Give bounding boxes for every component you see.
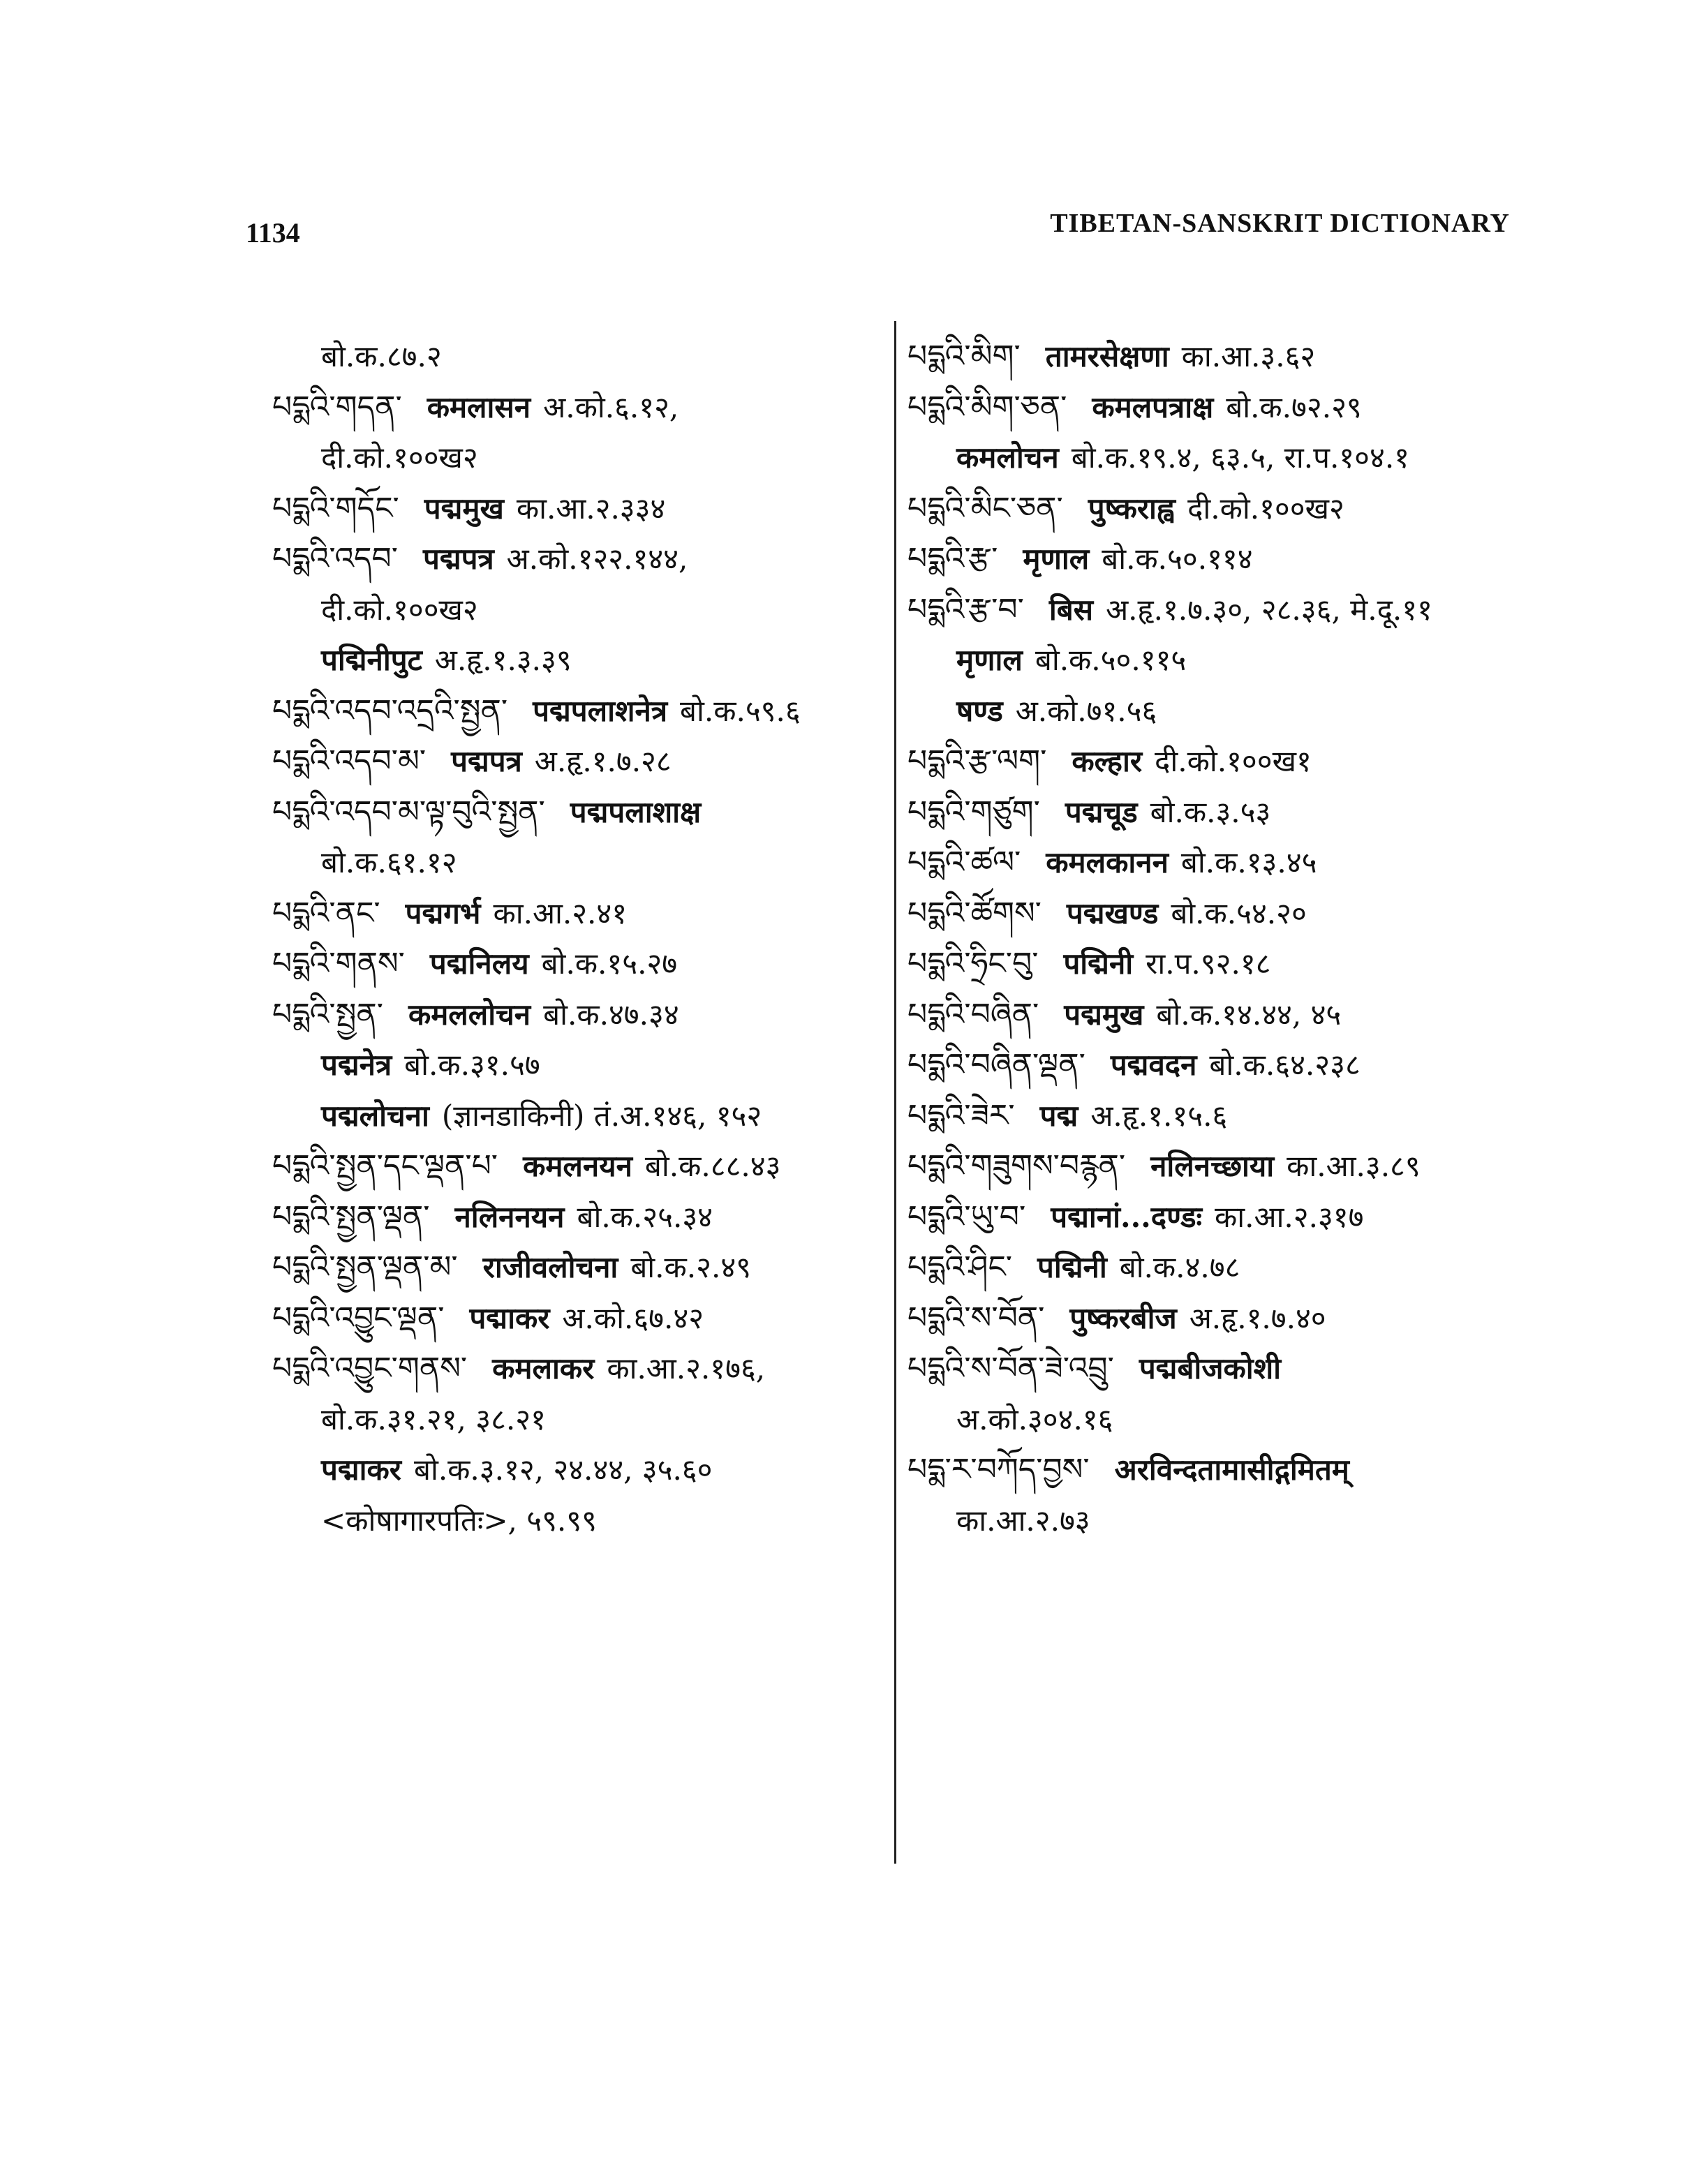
source-reference: दी.को.१००ख२ (1187, 491, 1344, 526)
tibetan-headword: པདྨའི་གདན་ (272, 389, 402, 425)
sanskrit-equivalent: पद्ममुख (1064, 997, 1144, 1032)
entry-continuation-line (272, 332, 887, 382)
dictionary-entry (907, 736, 1522, 787)
dictionary-entry (272, 939, 887, 990)
dictionary-entry (272, 534, 887, 585)
source-reference: का.आ.३.६२ (1181, 339, 1316, 373)
source-reference: बो.क.१९.४, ६३.५, रा.प.१०४.१ (1071, 440, 1410, 475)
tibetan-headword: པདྨའི་བཞིན་ (907, 996, 1039, 1032)
dictionary-entry (907, 332, 1522, 382)
tibetan-headword: པདྨའི་འདབ་མ་ལྟ་བུའི་སྤྱན་ (272, 794, 545, 830)
sanskrit-equivalent: कमलाकर (492, 1351, 595, 1386)
sanskrit-equivalent: पद्मवदन (1110, 1048, 1197, 1082)
sanskrit-equivalent: पद्मपत्र (451, 744, 522, 778)
sanskrit-equivalent: अरविन्दतामासीद्गमितम् (1114, 1453, 1349, 1487)
sanskrit-equivalent: नलिनच्छाया (1150, 1149, 1275, 1183)
tibetan-headword: པདྨའི་སྤྱན་དང་ལྡན་པ་ (272, 1148, 498, 1184)
dictionary-entry (907, 1293, 1522, 1344)
running-head-title: TIBETAN-SANSKRIT DICTIONARY (1050, 209, 1510, 238)
tibetan-headword: པདྨའི་གཟུགས་བརྙན་ (907, 1148, 1126, 1184)
source-reference: बो.क.३१.२१, ३८.२१ (321, 1402, 546, 1436)
source-reference: बो.क.५४.२० (1171, 896, 1307, 930)
sanskrit-equivalent: षण्ड (956, 693, 1003, 728)
source-reference: बो.क.८७.२ (321, 339, 442, 373)
sanskrit-equivalent: तामरसेक्षणा (1045, 339, 1169, 373)
source-reference: बो.क.१३.४५ (1180, 845, 1317, 879)
sanskrit-equivalent: पद्मखण्ड (1066, 896, 1159, 930)
source-reference: अ.को.७१.५६ (1015, 693, 1157, 728)
entry-continuation-line (907, 635, 1522, 686)
tibetan-headword: པདྨའི་འབྱུང་གནས་ (272, 1351, 468, 1386)
source-reference: बो.क.६१.१२ (321, 845, 457, 879)
tibetan-headword: པདྨའི་ཤིང་ (907, 1249, 1012, 1285)
source-reference: अ.हृ.१.७.३०, २८.३६, मे.दू.११ (1106, 592, 1432, 627)
source-reference: बो.क.७२.२९ (1226, 389, 1362, 424)
tibetan-headword: པདྨའི་འདབ་འདྲའི་སྤྱན་ (272, 692, 508, 729)
source-reference: रा.प.९२.१८ (1146, 946, 1271, 981)
dictionary-entry (907, 990, 1522, 1041)
dictionary-entry (272, 382, 887, 433)
source-reference: (ज्ञानडाकिनी) तं.अ.१४६, १५२ (441, 1098, 762, 1133)
entry-continuation-line (907, 1496, 1522, 1547)
tibetan-headword: པདྨའི་འདབ་མ་ (272, 743, 427, 779)
dictionary-entry (272, 686, 887, 737)
entry-continuation-line (907, 686, 1522, 737)
source-reference: बो.क.२५.३४ (577, 1199, 713, 1234)
dictionary-entry (272, 1192, 887, 1243)
sanskrit-equivalent: पद्ममुख (424, 491, 504, 526)
source-reference: बो.क.५०.११५ (1035, 643, 1187, 677)
sanskrit-equivalent: पद्माकर (321, 1453, 401, 1487)
source-reference: बो.क.४७.३४ (543, 997, 679, 1032)
sanskrit-equivalent: नलिननयन (454, 1199, 565, 1234)
tibetan-headword: པདྨའི་སྤྱན་ (272, 996, 383, 1032)
entry-continuation-line (272, 585, 887, 636)
tibetan-headword: པདྨའི་ཟེར་ (907, 1097, 1015, 1134)
sanskrit-equivalent: पद्मनिलय (429, 946, 529, 981)
tibetan-headword: པདྨའི་གནས་ (272, 946, 405, 981)
sanskrit-equivalent: पद्मपलाशनेत्र (533, 693, 668, 728)
source-reference: का.आ.२.३१७ (1215, 1199, 1364, 1234)
tibetan-headword: པདྨའི་གདོང་ (272, 490, 399, 526)
sanskrit-equivalent: पद्मलोचना (321, 1098, 429, 1133)
source-reference: अ.हृ.१.७.४० (1189, 1300, 1326, 1335)
source-reference: बो.क.३.५३ (1150, 794, 1271, 829)
entry-continuation-line (272, 1395, 887, 1446)
sanskrit-equivalent: पद्मनेत्र (321, 1048, 392, 1082)
source-reference: बो.क.४.७८ (1119, 1250, 1240, 1284)
column-divider (894, 321, 896, 1864)
sanskrit-equivalent: पद्मचूड (1065, 794, 1138, 829)
dictionary-entry (907, 1091, 1522, 1142)
sanskrit-equivalent: पद्मिनी (1063, 946, 1134, 981)
sanskrit-equivalent: कमलपत्राक्ष (1092, 389, 1214, 424)
source-reference: बो.क.६४.२३८ (1209, 1048, 1361, 1082)
tibetan-headword: པདྨའི་ཚལ་ (907, 845, 1021, 880)
source-reference: का.आ.२.७३ (956, 1503, 1090, 1538)
tibetan-headword: པདྨའི་འདབ་ (272, 541, 398, 577)
dictionary-entry (907, 1445, 1522, 1496)
dictionary-entry (907, 838, 1522, 889)
dictionary-entry (272, 736, 887, 787)
entry-continuation-line (272, 838, 887, 889)
source-reference: <कोषागारपतिः>, ५९.९९ (321, 1503, 597, 1538)
source-reference: दी.को.१००ख२ (321, 440, 478, 475)
source-reference: बो.क.२.४९ (630, 1250, 752, 1284)
sanskrit-equivalent: कमलोचन (956, 440, 1059, 475)
sanskrit-equivalent: पद्मानां...दण्डः (1051, 1199, 1203, 1234)
tibetan-headword: པདྨའི་གཙུག་ (907, 794, 1040, 830)
tibetan-headword: པདྨའི་ནང་ (272, 895, 380, 931)
sanskrit-equivalent: पद्मिनी (1037, 1250, 1107, 1284)
sanskrit-equivalent: मृणाल (1023, 542, 1090, 576)
sanskrit-equivalent: पुष्करबीज (1069, 1300, 1177, 1335)
sanskrit-equivalent: कमलकानन (1046, 845, 1169, 879)
left-column (272, 332, 887, 1546)
tibetan-headword: པདྨའི་ཡུ་བ་ (907, 1198, 1026, 1235)
tibetan-headword: པདྨའི་མིག་ (907, 339, 1021, 374)
entry-continuation-line (272, 1091, 887, 1142)
sanskrit-equivalent: पुष्कराह्व (1088, 491, 1176, 526)
right-column (907, 332, 1522, 1546)
sanskrit-equivalent: कल्हार (1072, 744, 1143, 778)
sanskrit-equivalent: मृणाल (956, 643, 1023, 677)
tibetan-headword: པདྨའི་རྩ་བ་ (907, 591, 1024, 627)
dictionary-entry (907, 1344, 1522, 1395)
dictionary-entry (272, 889, 887, 939)
source-reference: बो.क.८८.४३ (644, 1149, 781, 1183)
tibetan-headword: པདྨའི་ས་བོན་ (907, 1300, 1045, 1336)
tibetan-headword: པདྨའི་རྩ་ལག་ (907, 743, 1047, 779)
tibetan-headword: པདྨའི་སྤྱན་ལྡན་ (272, 1198, 430, 1235)
dictionary-entry (907, 1040, 1522, 1091)
source-reference: दी.को.१००ख२ (321, 592, 478, 627)
sanskrit-equivalent: पद्मपत्र (422, 542, 494, 576)
dictionary-entry (272, 1344, 887, 1395)
source-reference: दी.को.१००ख१ (1155, 744, 1312, 778)
dictionary-entry (907, 1141, 1522, 1192)
sanskrit-equivalent: पद्मबीजकोशी (1139, 1351, 1282, 1386)
source-reference: का.आ.२.३३४ (516, 491, 666, 526)
dictionary-entry (272, 1293, 887, 1344)
tibetan-headword: པདྨའི་མིག་ཅན་ (907, 389, 1067, 425)
dictionary-entry (907, 1192, 1522, 1243)
source-reference: अ.हृ.१.७.२८ (534, 744, 672, 778)
source-reference: बो.क.१५.२७ (541, 946, 678, 981)
sanskrit-equivalent: पद्मगर्भ (405, 896, 481, 930)
source-reference: अ.हृ.१.१५.६ (1090, 1098, 1228, 1133)
sanskrit-equivalent: पद्मपलाशाक्ष (570, 794, 702, 829)
source-reference: का.आ.३.८९ (1287, 1149, 1421, 1183)
source-reference: अ.को.३०४.१६ (956, 1402, 1113, 1436)
dictionary-entry (272, 787, 887, 838)
dictionary-entry (907, 484, 1522, 535)
source-reference: अ.को.६.१२, (543, 389, 679, 424)
sanskrit-equivalent: कमलासन (427, 389, 531, 424)
entry-continuation-line (272, 1040, 887, 1091)
sanskrit-equivalent: कमलनयन (523, 1149, 632, 1183)
tibetan-headword: པདྨའི་རྩ་ (907, 541, 998, 577)
entry-continuation-line (272, 635, 887, 686)
tibetan-headword: པདྨའི་སྤྱན་ལྡན་མ་ (272, 1249, 458, 1285)
source-reference: बो.क.५०.११४ (1102, 542, 1253, 576)
dictionary-entry (272, 990, 887, 1041)
tibetan-headword: པདྨའི་མིང་ཅན་ (907, 490, 1063, 526)
entry-continuation-line (907, 433, 1522, 484)
entry-continuation-line (907, 1395, 1522, 1446)
dictionary-entry (907, 382, 1522, 433)
dictionary-entry (907, 534, 1522, 585)
entry-continuation-line (272, 1445, 887, 1496)
dictionary-entry (272, 1141, 887, 1192)
dictionary-entry (272, 484, 887, 535)
tibetan-headword: པདྨའི་ཧྲིང་བུ་ (907, 946, 1039, 981)
source-reference: बो.क.३.१२, २४.४४, ३५.६० (413, 1453, 713, 1487)
source-reference: अ.हृ.१.३.३९ (434, 643, 572, 677)
sanskrit-equivalent: पद्मिनीपुट (321, 643, 422, 677)
sanskrit-equivalent: बिस (1048, 592, 1094, 627)
tibetan-headword: པདྨ་ར་བཀོད་བྱས་ (907, 1452, 1090, 1487)
tibetan-headword: པདྨའི་ས་བོན་ཟེ་འབྲུ་ (907, 1351, 1114, 1386)
source-reference: का.आ.२.४१ (493, 896, 628, 930)
dictionary-entry (907, 939, 1522, 990)
sanskrit-equivalent: पद्म (1039, 1098, 1079, 1133)
entry-continuation-line (272, 433, 887, 484)
source-reference: अ.को.१२२.१४४, (506, 542, 688, 576)
source-reference: बो.क.३१.५७ (404, 1048, 540, 1082)
tibetan-headword: པདྨའི་བཞིན་ལྡན་ (907, 1047, 1085, 1083)
entry-continuation-line (272, 1496, 887, 1547)
source-reference: का.आ.२.१७६, (607, 1351, 766, 1386)
dictionary-entry (907, 585, 1522, 636)
page-number: 1134 (246, 217, 300, 248)
sanskrit-equivalent: पद्माकर (469, 1300, 550, 1335)
dictionary-entry (272, 1242, 887, 1293)
source-reference: अ.को.६७.४२ (562, 1300, 704, 1335)
dictionary-entry (907, 787, 1522, 838)
source-reference: बो.क.१४.४४, ४५ (1156, 997, 1342, 1032)
dictionary-entry (907, 889, 1522, 939)
sanskrit-equivalent: कमललोचन (408, 997, 531, 1032)
tibetan-headword: པདྨའི་འབྱུང་ལྡན་ (272, 1300, 445, 1336)
sanskrit-equivalent: राजीवलोचना (482, 1250, 618, 1284)
tibetan-headword: པདྨའི་ཚོགས་ (907, 895, 1042, 931)
dictionary-entry (907, 1242, 1522, 1293)
source-reference: बो.क.५९.६ (680, 693, 801, 728)
